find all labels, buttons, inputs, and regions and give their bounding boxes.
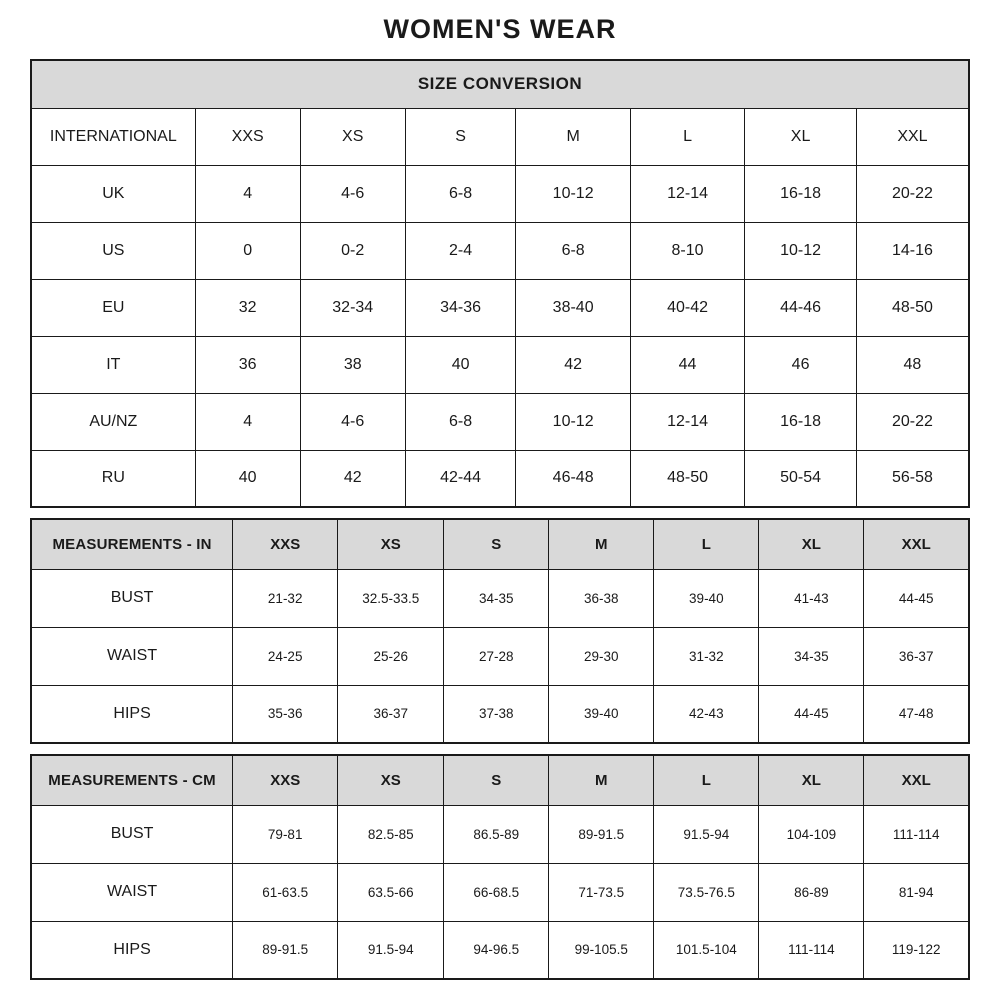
value-cell: 35-36 (233, 685, 338, 743)
col-header-xl: XL (745, 108, 857, 165)
value-cell: 111-114 (759, 921, 864, 979)
value-cell: 29-30 (549, 627, 654, 685)
value-cell: 20-22 (856, 393, 969, 450)
row-label: UK (31, 165, 195, 222)
value-cell: 82.5-85 (338, 805, 444, 863)
value-cell: 20-22 (856, 165, 969, 222)
col-header-xl: XL (759, 755, 864, 805)
value-cell: 48 (856, 336, 969, 393)
measurements-in-title: MEASUREMENTS - IN (31, 519, 233, 569)
value-cell: 48-50 (630, 450, 744, 507)
value-cell: 46-48 (516, 450, 630, 507)
row-label: WAIST (31, 863, 233, 921)
table-row-bust (31, 569, 969, 627)
value-cell: 6-8 (405, 393, 516, 450)
value-cell: 24-25 (233, 627, 338, 685)
value-cell: 38-40 (516, 279, 630, 336)
value-cell: 42-43 (654, 685, 759, 743)
col-header-m: M (549, 519, 654, 569)
col-header-xxl: XXL (856, 108, 969, 165)
table-row (31, 60, 969, 108)
value-cell: 14-16 (856, 222, 969, 279)
value-cell: 4 (195, 165, 300, 222)
value-cell: 44-45 (759, 685, 864, 743)
value-cell: 91.5-94 (338, 921, 444, 979)
value-cell: 81-94 (864, 863, 969, 921)
size-conversion-title: SIZE CONVERSION (31, 60, 969, 108)
col-header-s: S (444, 519, 549, 569)
value-cell: 36-37 (864, 627, 969, 685)
row-label: BUST (31, 569, 233, 627)
col-header-international: INTERNATIONAL (31, 108, 195, 165)
row-label: BUST (31, 805, 233, 863)
col-header-l: L (654, 755, 759, 805)
value-cell: 44-46 (745, 279, 857, 336)
table-row-us (31, 222, 969, 279)
row-label: AU/NZ (31, 393, 195, 450)
col-header-s: S (444, 755, 549, 805)
value-cell: 119-122 (864, 921, 969, 979)
table-row-uk (31, 165, 969, 222)
value-cell: 94-96.5 (444, 921, 549, 979)
value-cell: 16-18 (745, 165, 857, 222)
value-cell: 86.5-89 (444, 805, 549, 863)
value-cell: 25-26 (338, 627, 444, 685)
value-cell: 56-58 (856, 450, 969, 507)
value-cell: 34-35 (444, 569, 549, 627)
size-conversion-table (30, 59, 970, 508)
col-header-xxl: XXL (864, 519, 969, 569)
value-cell: 79-81 (233, 805, 338, 863)
value-cell: 37-38 (444, 685, 549, 743)
value-cell: 40 (405, 336, 516, 393)
row-label: IT (31, 336, 195, 393)
value-cell: 66-68.5 (444, 863, 549, 921)
value-cell: 89-91.5 (549, 805, 654, 863)
table-header-row (31, 519, 969, 569)
row-label: RU (31, 450, 195, 507)
row-label: HIPS (31, 921, 233, 979)
value-cell: 39-40 (549, 685, 654, 743)
value-cell: 44-45 (864, 569, 969, 627)
value-cell: 12-14 (630, 165, 744, 222)
value-cell: 46 (745, 336, 857, 393)
value-cell: 104-109 (759, 805, 864, 863)
measurements-in-table (30, 518, 970, 744)
col-header-xs: XS (338, 755, 444, 805)
table-row-waist (31, 863, 969, 921)
col-header-xxl: XXL (864, 755, 969, 805)
col-header-m: M (549, 755, 654, 805)
value-cell: 32-34 (300, 279, 405, 336)
measurements-cm-table (30, 754, 970, 980)
value-cell: 12-14 (630, 393, 744, 450)
value-cell: 38 (300, 336, 405, 393)
value-cell: 0 (195, 222, 300, 279)
value-cell: 73.5-76.5 (654, 863, 759, 921)
value-cell: 16-18 (745, 393, 857, 450)
page-title: WOMEN'S WEAR (383, 14, 617, 44)
value-cell: 61-63.5 (233, 863, 338, 921)
value-cell: 39-40 (654, 569, 759, 627)
value-cell: 4-6 (300, 165, 405, 222)
value-cell: 99-105.5 (549, 921, 654, 979)
col-header-xxs: XXS (233, 755, 338, 805)
value-cell: 91.5-94 (654, 805, 759, 863)
value-cell: 42-44 (405, 450, 516, 507)
value-cell: 0-2 (300, 222, 405, 279)
measurements-cm-title: MEASUREMENTS - CM (31, 755, 233, 805)
table-header-row (31, 108, 969, 165)
value-cell: 50-54 (745, 450, 857, 507)
value-cell: 40 (195, 450, 300, 507)
col-header-s: S (405, 108, 516, 165)
value-cell: 10-12 (516, 393, 630, 450)
value-cell: 27-28 (444, 627, 549, 685)
table-row-ru (31, 450, 969, 507)
value-cell: 6-8 (516, 222, 630, 279)
table-row-hips (31, 921, 969, 979)
value-cell: 21-32 (233, 569, 338, 627)
value-cell: 32 (195, 279, 300, 336)
row-label: US (31, 222, 195, 279)
value-cell: 10-12 (745, 222, 857, 279)
table-row-eu (31, 279, 969, 336)
col-header-l: L (630, 108, 744, 165)
table-row-waist (31, 627, 969, 685)
value-cell: 63.5-66 (338, 863, 444, 921)
value-cell: 34-35 (759, 627, 864, 685)
value-cell: 44 (630, 336, 744, 393)
value-cell: 4 (195, 393, 300, 450)
value-cell: 2-4 (405, 222, 516, 279)
value-cell: 86-89 (759, 863, 864, 921)
value-cell: 6-8 (405, 165, 516, 222)
table-header-row (31, 755, 969, 805)
value-cell: 111-114 (864, 805, 969, 863)
value-cell: 36-38 (549, 569, 654, 627)
col-header-xxs: XXS (233, 519, 338, 569)
col-header-xl: XL (759, 519, 864, 569)
value-cell: 36-37 (338, 685, 444, 743)
col-header-l: L (654, 519, 759, 569)
value-cell: 42 (300, 450, 405, 507)
value-cell: 31-32 (654, 627, 759, 685)
col-header-m: M (516, 108, 630, 165)
table-row-it (31, 336, 969, 393)
row-label: EU (31, 279, 195, 336)
value-cell: 47-48 (864, 685, 969, 743)
value-cell: 71-73.5 (549, 863, 654, 921)
table-row-bust (31, 805, 969, 863)
table-row-hips (31, 685, 969, 743)
row-label: WAIST (31, 627, 233, 685)
value-cell: 10-12 (516, 165, 630, 222)
value-cell: 34-36 (405, 279, 516, 336)
value-cell: 48-50 (856, 279, 969, 336)
value-cell: 8-10 (630, 222, 744, 279)
value-cell: 4-6 (300, 393, 405, 450)
value-cell: 42 (516, 336, 630, 393)
col-header-xs: XS (300, 108, 405, 165)
value-cell: 40-42 (630, 279, 744, 336)
col-header-xxs: XXS (195, 108, 300, 165)
value-cell: 89-91.5 (233, 921, 338, 979)
value-cell: 32.5-33.5 (338, 569, 444, 627)
table-row-aunz (31, 393, 969, 450)
row-label: HIPS (31, 685, 233, 743)
value-cell: 101.5-104 (654, 921, 759, 979)
col-header-xs: XS (338, 519, 444, 569)
value-cell: 36 (195, 336, 300, 393)
value-cell: 41-43 (759, 569, 864, 627)
